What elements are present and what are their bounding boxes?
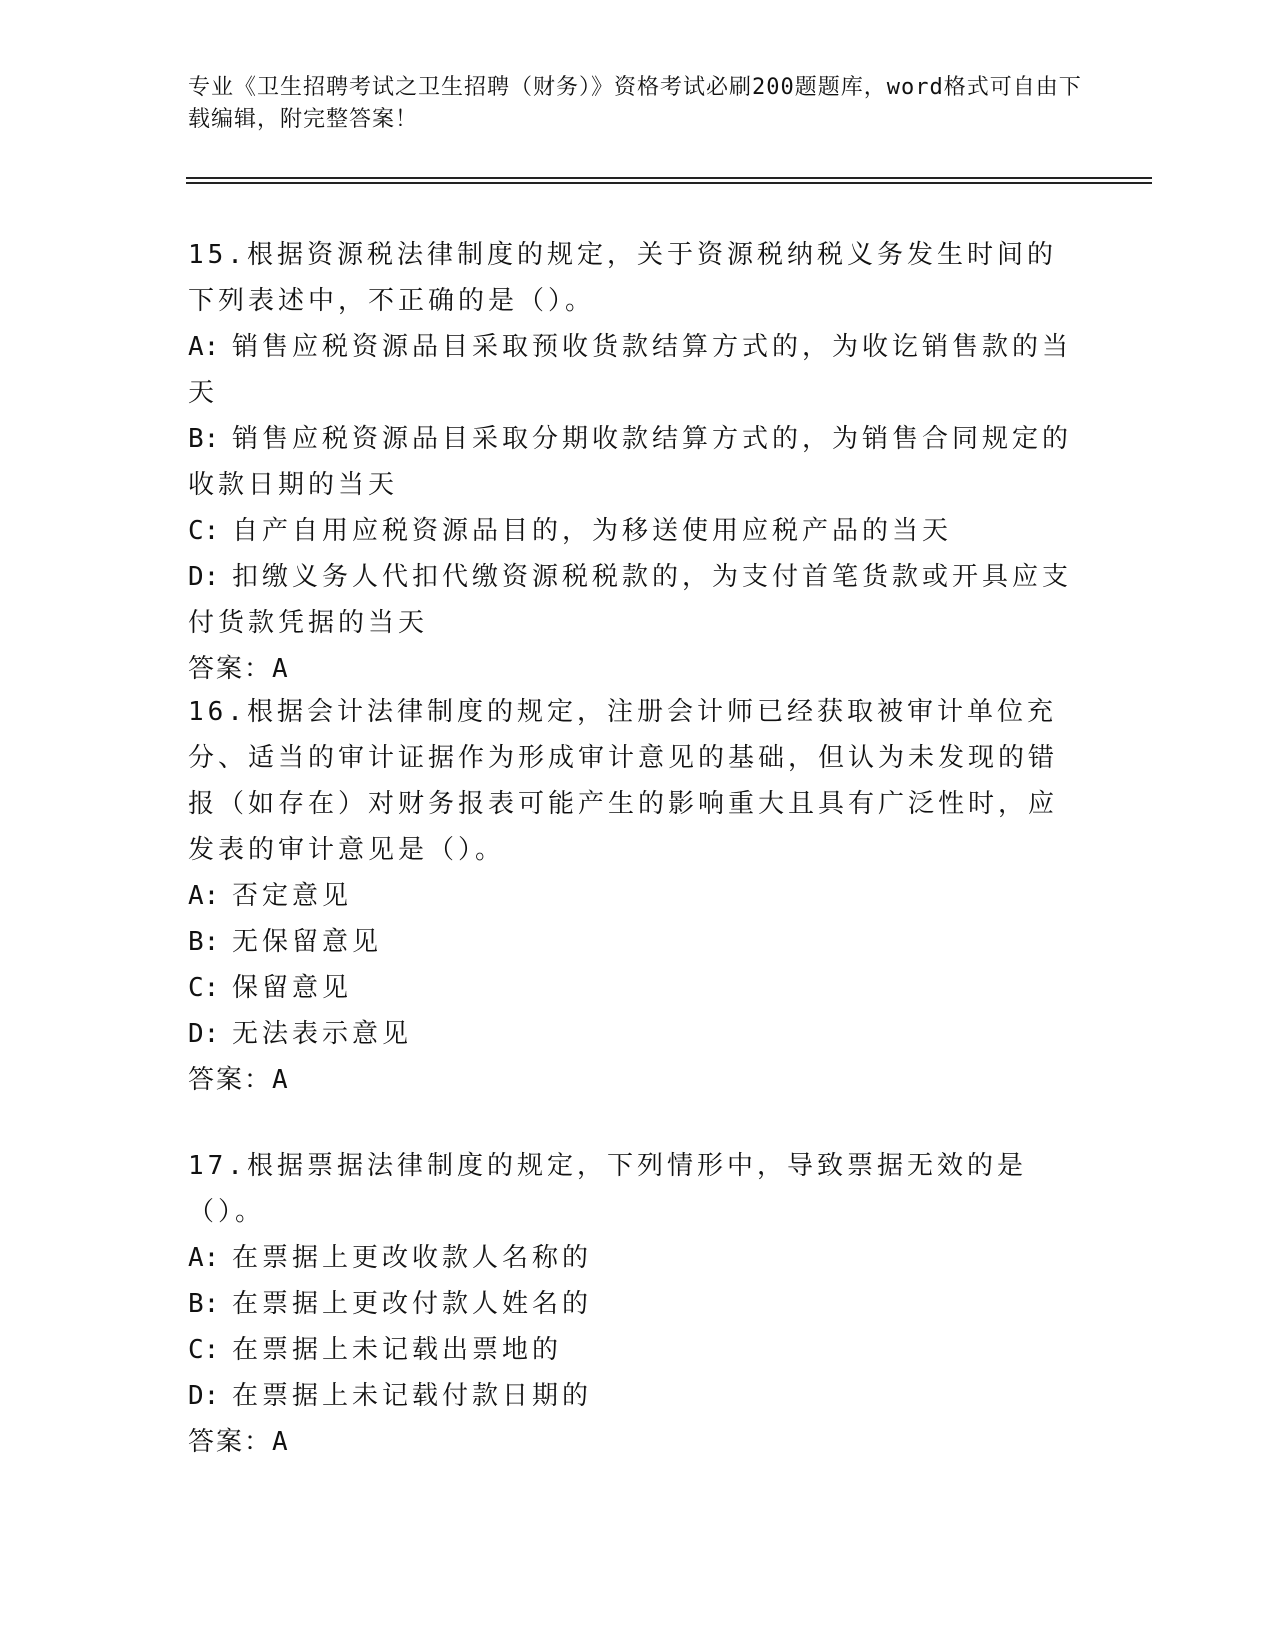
option-key: C: xyxy=(188,516,220,546)
option-key: D: xyxy=(188,562,220,592)
option-d xyxy=(188,1011,1078,1057)
option-text: 无法表示意见 xyxy=(232,1019,413,1049)
question-stem: 16.根据会计法律制度的规定，注册会计师已经获取被审计单位充分、适当的审计证据作为形成审计意见的基础，但认为未发现的错报（如存在）对财务报表可能产生的影响重大且具有广泛性时，应发表的审计意见是（）。 xyxy=(188,697,1059,865)
option-text: 在票据上更改收款人名称的 xyxy=(232,1243,593,1273)
option-d xyxy=(188,1373,1078,1419)
option-b xyxy=(188,416,1078,508)
header-divider-second xyxy=(186,182,1152,184)
option-b xyxy=(188,1281,1078,1327)
answer-value: A xyxy=(272,1427,290,1457)
option-text: 在票据上未记载付款日期的 xyxy=(232,1381,593,1411)
option-text: 销售应税资源品目采取预收货款结算方式的，为收讫销售款的当天 xyxy=(188,332,1073,408)
answer-value: A xyxy=(272,654,290,684)
answer-line xyxy=(188,1419,1078,1465)
option-text: 销售应税资源品目采取分期收款结算方式的，为销售合同规定的收款日期的当天 xyxy=(188,424,1073,500)
answer-label: 答案： xyxy=(188,1427,273,1457)
question-block xyxy=(188,1143,1078,1465)
option-c xyxy=(188,1327,1078,1373)
option-text: 在票据上未记载出票地的 xyxy=(232,1335,563,1365)
option-key: B: xyxy=(188,927,220,957)
option-c xyxy=(188,965,1078,1011)
option-a xyxy=(188,1235,1078,1281)
option-key: A: xyxy=(188,332,220,362)
answer-label: 答案： xyxy=(188,1065,273,1095)
question-stem: 15.根据资源税法律制度的规定，关于资源税纳税义务发生时间的下列表述中，不正确的是（）。 xyxy=(188,240,1057,316)
answer-line xyxy=(188,646,1078,692)
question-stem: 17.根据票据法律制度的规定，下列情形中，导致票据无效的是（）。 xyxy=(188,1151,1027,1227)
option-key: D: xyxy=(188,1381,220,1411)
question-block xyxy=(188,689,1078,1103)
option-text: 在票据上更改付款人姓名的 xyxy=(232,1289,593,1319)
option-a xyxy=(188,324,1078,416)
option-text: 无保留意见 xyxy=(232,927,383,957)
option-key: D: xyxy=(188,1019,220,1049)
answer-line xyxy=(188,1057,1078,1103)
option-text: 否定意见 xyxy=(232,881,353,911)
option-text: 扣缴义务人代扣代缴资源税税款的，为支付首笔货款或开具应支付货款凭据的当天 xyxy=(188,562,1073,638)
header-divider xyxy=(186,177,1152,179)
option-key: B: xyxy=(188,1289,220,1319)
question-block xyxy=(188,232,1078,692)
option-a xyxy=(188,873,1078,919)
option-key: A: xyxy=(188,1243,220,1273)
option-text: 保留意见 xyxy=(232,973,353,1003)
option-d xyxy=(188,554,1078,646)
option-key: C: xyxy=(188,1335,220,1365)
option-c xyxy=(188,508,1078,554)
document-header: 专业《卫生招聘考试之卫生招聘（财务）》资格考试必刷200题题库，word格式可自由下载编辑，附完整答案！ xyxy=(188,75,1082,132)
option-key: A: xyxy=(188,881,220,911)
option-text: 自产自用应税资源品目的，为移送使用应税产品的当天 xyxy=(232,516,953,546)
option-b xyxy=(188,919,1078,965)
option-key: B: xyxy=(188,424,220,454)
answer-label: 答案： xyxy=(188,654,273,684)
answer-value: A xyxy=(272,1065,290,1095)
option-key: C: xyxy=(188,973,220,1003)
